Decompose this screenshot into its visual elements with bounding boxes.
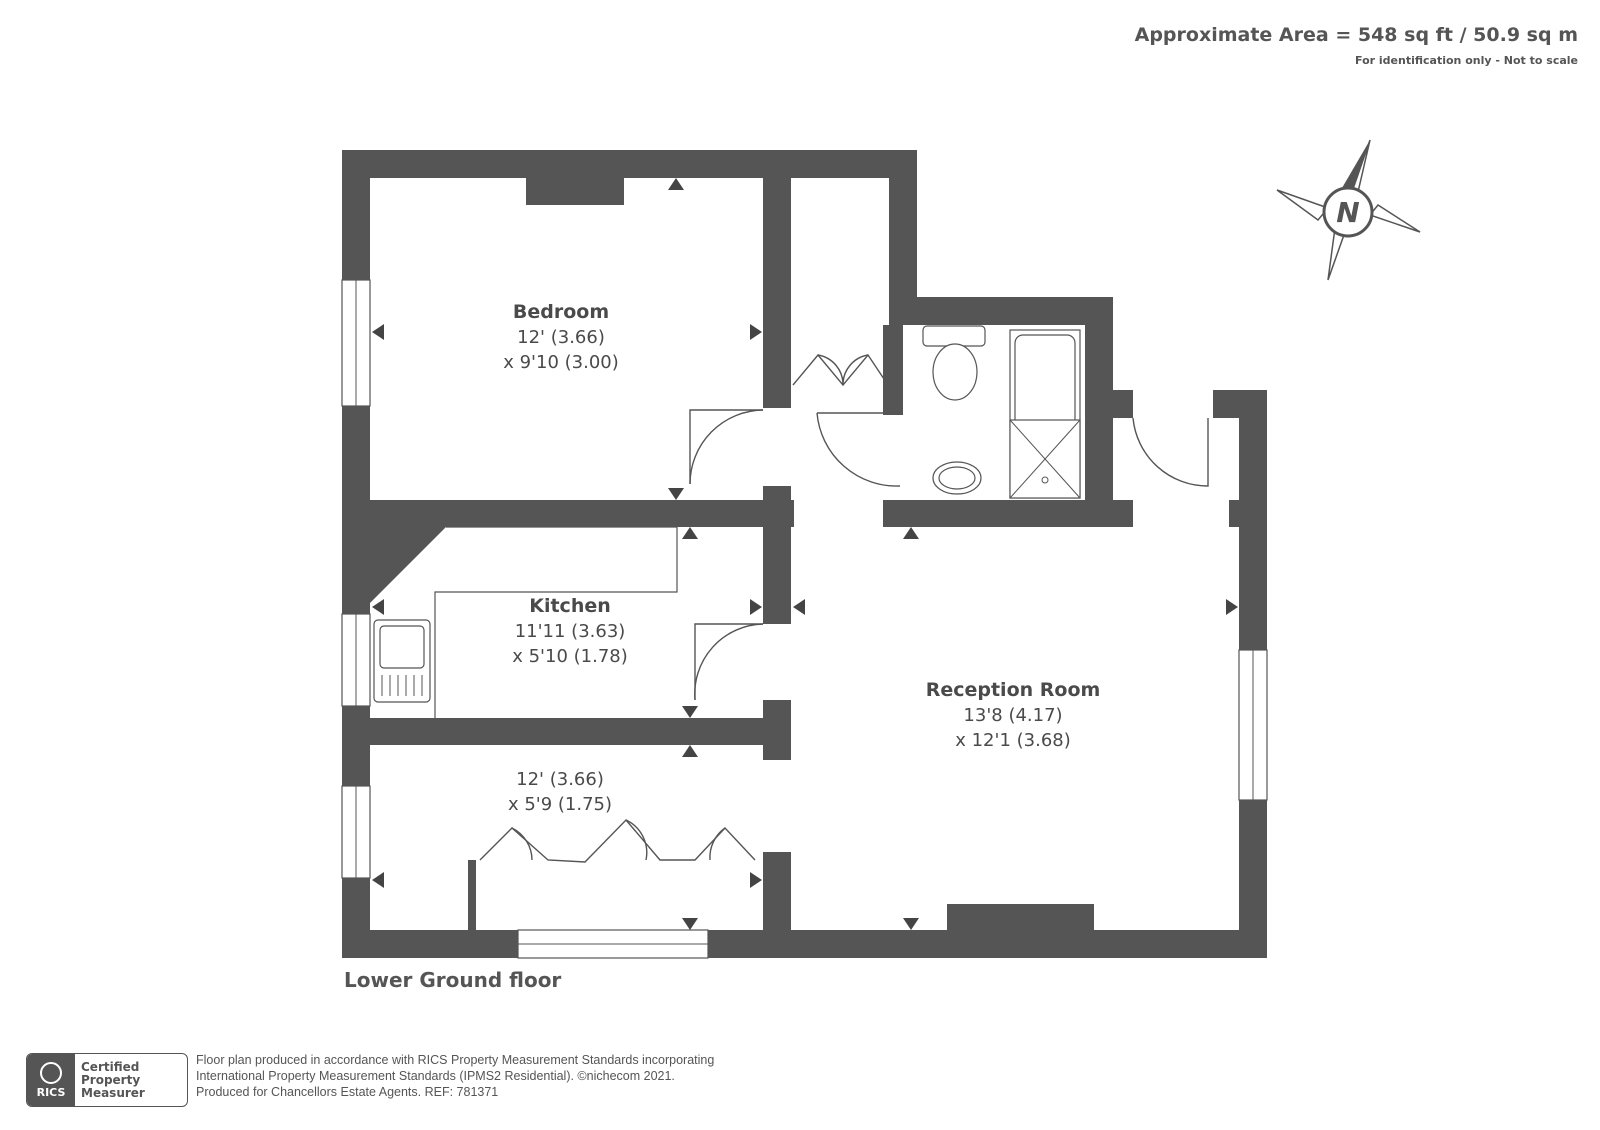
badge-line-2: Property <box>81 1072 141 1087</box>
north-compass-icon <box>1277 140 1420 280</box>
lower-room-dim1: 12' (3.66) <box>516 769 604 790</box>
room-label-kitchen <box>512 595 628 667</box>
reception-name: Reception Room <box>925 679 1101 701</box>
kitchen-name: Kitchen <box>529 595 611 617</box>
compass-letter: N <box>1336 196 1360 229</box>
footer-line-2: International Property Measurement Standards (IPMS2 Residential). ©nichecom 2021. <box>196 1069 675 1083</box>
bedroom-dim1: 12' (3.66) <box>517 327 605 348</box>
rics-certified-badge <box>26 1053 188 1107</box>
footer-notes <box>196 1052 714 1100</box>
rics-lion-icon <box>40 1062 62 1084</box>
reception-dim2: x 12'1 (3.68) <box>955 730 1071 751</box>
room-label-lower <box>508 769 612 815</box>
windows <box>342 280 1267 958</box>
badge-text <box>75 1054 151 1106</box>
badge-line-1: Certified <box>81 1059 140 1074</box>
bedroom-name: Bedroom <box>512 301 610 323</box>
rics-logo-text: RICS <box>36 1085 66 1099</box>
badge-line-3: Measurer <box>81 1085 145 1100</box>
lower-room-dim2: x 5'9 (1.75) <box>507 794 613 815</box>
rics-logo <box>27 1054 75 1106</box>
kitchen-dim2: x 5'10 (1.78) <box>512 646 628 667</box>
room-label-reception <box>926 679 1101 751</box>
footer-line-1: Floor plan produced in accordance with RICS Property Measurement Standards incorporating <box>196 1053 715 1067</box>
scale-note: For identification only - Not to scale <box>1355 54 1578 67</box>
reception-dim1: 13'8 (4.17) <box>963 705 1063 726</box>
approximate-area: Approximate Area = 548 sq ft / 50.9 sq m <box>1134 24 1578 46</box>
footer-line-3: Produced for Chancellors Estate Agents. REF: 781371 <box>196 1085 499 1099</box>
bedroom-dim2: x 9'10 (3.00) <box>503 352 619 373</box>
floor-label: Lower Ground floor <box>344 968 562 992</box>
kitchen-dim1: 11'11 (3.63) <box>514 621 626 642</box>
room-label-bedroom <box>503 301 619 373</box>
